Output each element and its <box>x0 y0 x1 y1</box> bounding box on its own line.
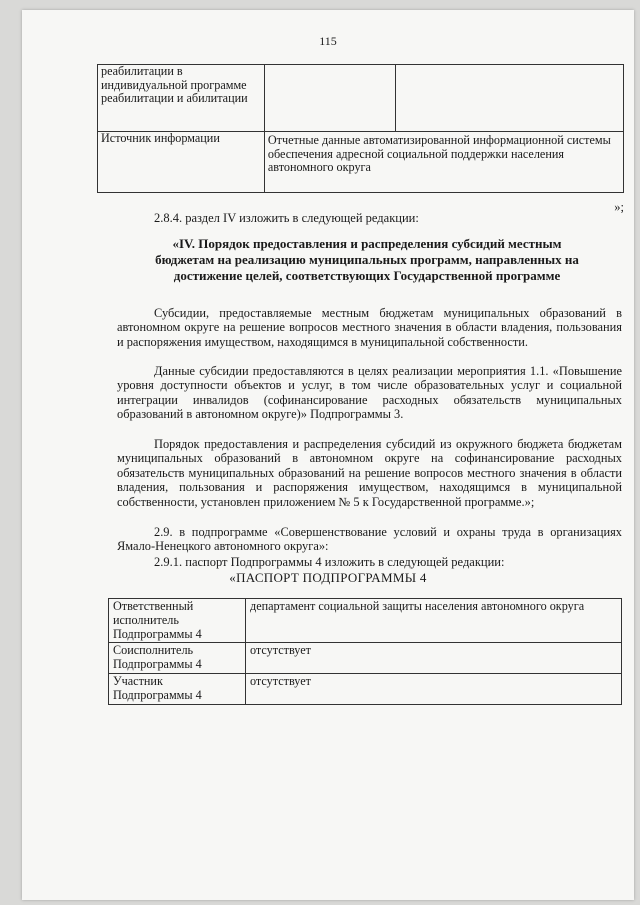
indicator-table-continuation <box>97 64 624 193</box>
document-page <box>22 10 634 900</box>
page-number: 115 <box>319 34 337 48</box>
item-2-8-4: 2.8.4. раздел IV изложить в следующей редакции: <box>154 211 419 225</box>
item-2-9-1: 2.9.1. паспорт Подпрограммы 4 изложить в следующей редакции: <box>154 555 505 569</box>
passport-table <box>108 598 622 705</box>
paragraph-item-2-9: 2.9. в подпрограмме «Совершенствование условий и охраны труда в организациях Ямало-Ненецкого автономного округа»: <box>117 525 622 554</box>
passport-label: Участник Подпрограммы 4 <box>109 673 246 704</box>
empty-cell <box>264 65 395 132</box>
empty-cell <box>396 65 624 132</box>
info-source-label: Источник информации <box>98 132 265 193</box>
passport-value: отсутствует <box>246 643 622 674</box>
table-row <box>109 599 622 643</box>
passport-value: департамент социальной защиты населения автономного округа <box>246 599 622 643</box>
table-row <box>109 673 622 704</box>
passport-label: Ответственный исполнитель Подпрограммы 4 <box>109 599 246 643</box>
paragraph-purpose: Данные субсидии предоставляются в целях реализации мероприятия 1.1. «Повышение уровня доступности объектов и услуг, в том числе образовательных услуг и социальной интеграции инвалидов (софинансирование расходных обязательств муниципальных образований в автономном округе)» Подпрограммы 3. <box>117 364 622 422</box>
info-source-value: Отчетные данные автоматизированной информационной системы обеспечения адресной социальной поддержки населения автономного округа <box>264 132 623 193</box>
indicator-name-cell: реабилитации в индивидуальной программе реабилитации и абилитации <box>98 65 265 132</box>
passport-label: Соисполнитель Подпрограммы 4 <box>109 643 246 674</box>
table-row <box>109 643 622 674</box>
closing-quote: »; <box>614 200 624 214</box>
paragraph-subsidies: Субсидии, предоставляемые местным бюджетам муниципальных образований в автономном округе на решение вопросов местного значения в области владения, пользования и распоряжения имуществом, находящимся в муниципальной собственности. <box>117 306 622 349</box>
passport-title: «ПАСПОРТ ПОДПРОГРАММЫ 4 <box>229 570 427 585</box>
passport-value: отсутствует <box>246 673 622 704</box>
table-row <box>98 65 624 132</box>
table-row <box>98 132 624 193</box>
paragraph-procedure: Порядок предоставления и распределения субсидий из окружного бюджета бюджетам муниципальных образований в автономном округе на софинансирование расходных обязательств муниципальных образований на решение вопросов местного значения в области владения, пользования и распоряжения имуществом, находящимся в муниципальной собственности, установлен приложением № 5 к Государственной программе.»; <box>117 437 622 509</box>
section-heading: «IV. Порядок предоставления и распределения субсидий местным бюджетам на реализацию муниципальных программ, направленных на достижение целей, соответствующих Государственной программе <box>155 236 579 283</box>
